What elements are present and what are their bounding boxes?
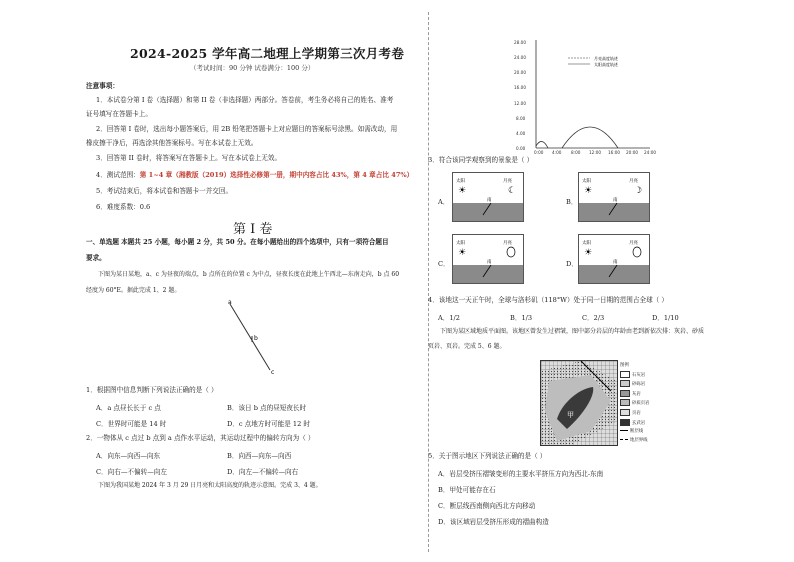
exam-subtitle: （考试时间：90 分钟 试卷满分：100 分） — [190, 64, 315, 72]
legend-sun: 太阳高度轨迹 — [594, 62, 618, 67]
q2-option-d[interactable]: D．向左—不偏转—向右 — [227, 468, 299, 476]
legend-item-grey-rock: 灰岩 — [620, 390, 650, 400]
legend-item-basalt: 玄武岩 — [620, 419, 650, 429]
legend-swatch — [620, 439, 628, 440]
x-tick-16: 16:00 — [608, 150, 621, 154]
q3-label-a: A． — [438, 198, 450, 206]
crescent-moon-icon: ☾ — [508, 186, 517, 196]
legend-swatch — [620, 399, 630, 406]
sun-icon: ☀ — [458, 248, 467, 258]
q5-option-c[interactable]: C．断层线西南侧向西北方向移动 — [438, 502, 536, 510]
ground — [579, 203, 649, 221]
q3-scene-b — [579, 173, 649, 221]
moon-label: 月亮 — [503, 241, 512, 246]
x-tick-0: 0:00 — [534, 150, 544, 154]
moon-label: 月亮 — [503, 179, 512, 184]
ground — [453, 203, 523, 221]
q2-option-b[interactable]: B．向西—向东—向西 — [227, 452, 292, 460]
q3-scene-a — [453, 173, 523, 221]
gibbous-moon-icon — [633, 247, 641, 257]
q3-label-d: D． — [566, 260, 578, 268]
q3-scene-c — [453, 235, 523, 283]
q2-option-c[interactable]: C．向右—不偏转—向左 — [96, 468, 167, 476]
q3-scene-d — [579, 235, 649, 283]
notice-line-7: 5．考试结束后，将本试卷和答题卡一并交回。 — [96, 187, 233, 195]
y-tick-28: 28.00 — [514, 40, 526, 45]
y-tick-0: 0.00 — [516, 146, 526, 151]
moon-label: 月亮 — [629, 179, 638, 184]
notice-line-2: 证号填写在答题卡上。 — [86, 110, 152, 118]
ground — [579, 265, 649, 283]
q1-option-b[interactable]: B．该日 b 点的昼短夜长时 — [227, 404, 307, 412]
sun-altitude-curve — [562, 127, 618, 148]
point-b-label: b — [254, 335, 258, 342]
q3-image-a[interactable] — [452, 172, 524, 222]
intro-q3: 下图为我国某地 2024 年 3 月 29 日月亮和太阳高度的轨迹示意图。完成 3、4 题。 — [98, 482, 322, 489]
figure-1-line — [218, 296, 278, 380]
q5-option-a[interactable]: A．岩层受挤压褶皱变形的主要水平挤压方向为西北-东南 — [438, 470, 604, 478]
legend-item-boundary: 地层界线 — [620, 437, 650, 446]
q4-option-d[interactable]: D．1/10 — [652, 314, 679, 322]
sun-label: 太阳 — [582, 179, 591, 184]
y-tick-20: 20.00 — [514, 70, 526, 75]
altitude-chart — [510, 36, 670, 154]
legend-item-limestone: 石灰岩 — [620, 371, 650, 381]
x-tick-4: 4:00 — [552, 150, 562, 154]
south-label: 南 — [487, 260, 492, 265]
q1-option-a[interactable]: A．a 点昼长长于 c 点 — [96, 404, 161, 412]
geologic-map — [540, 360, 618, 446]
intro-q5-line-1: 下图为某区域地质平面图。该地区曾发生过褶皱，图中部分岩层的年龄由老到新依次排：灰岩、砂质 — [440, 328, 705, 335]
y-tick-8: 8.00 — [516, 116, 526, 121]
intro-q1-line-2: 经度为 60°E。据此完成 1、2 题。 — [86, 287, 181, 294]
moon-label: 月亮 — [629, 241, 638, 246]
y-tick-24: 24.00 — [514, 55, 526, 60]
legend-moon: 月亮高度轨迹 — [594, 56, 618, 61]
legend-swatch — [620, 409, 630, 416]
notice-line-3: 2．回答第 I 卷时，选出每小题答案后，用 2B 铅笔把答题卡上对应题目的答案标号涂黑。如需改动，用 — [96, 125, 398, 133]
geologic-legend — [620, 362, 650, 445]
notice4-prefix: 4．测试范围： — [96, 171, 140, 179]
geologic-map-drawing — [541, 361, 617, 445]
q2-option-a[interactable]: A．向东—向西—向东 — [96, 452, 161, 460]
ground — [453, 265, 523, 283]
notice-line-6 — [96, 171, 413, 180]
notice-line-1: 1．本试卷分第 I 卷（选择题）和第 II 卷（非选择题）两部分。答卷前，考生务必将自己的姓名、准考 — [96, 96, 394, 104]
abc-line — [230, 304, 270, 370]
point-c-label: c — [271, 369, 275, 376]
q3-label-b: B． — [566, 198, 578, 206]
q1-option-d[interactable]: D．c 点地方时可能是 12 时 — [227, 420, 311, 428]
point-a-label: a — [228, 299, 232, 306]
notice-line-8: 6．难度系数：0.6 — [96, 203, 151, 211]
notice-line-5: 3．回答第 II 卷时，将答案写在答题卡上。写在本试卷上无效。 — [96, 154, 282, 162]
location-jia-label: 甲 — [567, 411, 574, 419]
q4-option-b[interactable]: B．1/3 — [510, 314, 533, 322]
part1-text-2: 要求。 — [86, 254, 106, 262]
q4-option-a[interactable]: A．1/2 — [438, 314, 460, 322]
q5-option-d[interactable]: D．该区域岩层受挤压形成的褶曲构造 — [438, 518, 549, 526]
sun-label: 太阳 — [456, 179, 465, 184]
column-divider — [428, 12, 429, 552]
q3-image-b[interactable] — [578, 172, 650, 222]
legend-heading: 图例 — [620, 363, 629, 368]
notice-heading: 注意事项： — [86, 82, 119, 90]
south-label: 南 — [487, 198, 492, 203]
x-tick-12: 12:00 — [589, 150, 602, 154]
notice-line-4: 橡皮擦干净后，再选涂其他答案标号。写在本试卷上无效。 — [86, 139, 258, 147]
moon-altitude-curve — [536, 141, 548, 148]
part1-label: 一、单选题 — [86, 238, 119, 246]
q5-stem: 5．关于图示地区下列说法正确的是（ ） — [428, 452, 547, 460]
q4-stem: 4．该地这一天正午时，全球与洛杉矶（118°W）处于同一日期的范围占全球（ ） — [428, 296, 668, 304]
x-tick-8: 8:00 — [571, 150, 581, 154]
q4-option-c[interactable]: C．2/3 — [582, 314, 605, 322]
x-tick-24: 24:00 — [644, 150, 657, 154]
legend-swatch — [620, 371, 630, 378]
q5-option-b[interactable]: B．甲处可能存在石 — [438, 486, 496, 494]
legend-swatch — [620, 390, 630, 397]
sun-label: 太阳 — [456, 241, 465, 246]
legend-item-fault: 断层线 — [620, 428, 650, 437]
crescent-moon-icon: ☽ — [634, 186, 643, 196]
intro-q1-line-1: 下图为某日某地，a、c 为昼夜的端点，b 点所在的位置 c 为中点，昼夜长度在此地上午西北—东南走向，b 点 60 — [98, 271, 400, 278]
q3-stem: 3．符合该同学观察到的景象是（ ） — [428, 156, 534, 164]
sun-label: 太阳 — [582, 241, 591, 246]
x-tick-20: 20:00 — [626, 150, 639, 154]
south-label: 南 — [613, 198, 618, 203]
q3-label-c: C． — [438, 260, 450, 268]
exam-title: 2024-2025 学年高二地理上学期第三次月考卷 — [130, 46, 405, 61]
legend-item-sandy-shale: 砂质页岩 — [620, 399, 650, 409]
sun-icon: ☀ — [584, 248, 593, 258]
q2-stem: 2．一物体从 c 点过 b 点到 a 点作水平运动，其运动过程中的偏转方向为（ ） — [86, 434, 315, 442]
sun-icon: ☀ — [458, 186, 467, 196]
part1-text: 本题共 25 小题，每小题 2 分，共 50 分。在每小题给出的四个选项中，只有一项符合题目 — [121, 238, 389, 246]
section-title: 第 I 卷 — [233, 222, 273, 237]
south-label: 南 — [613, 260, 618, 265]
q3-image-d[interactable] — [578, 234, 650, 284]
y-tick-16: 16.00 — [514, 85, 526, 90]
y-tick-4: 4.00 — [516, 131, 526, 136]
gibbous-moon-icon — [507, 247, 515, 257]
legend-swatch — [620, 380, 630, 387]
legend-swatch — [620, 430, 628, 431]
legend-item-shale: 页岩 — [620, 409, 650, 419]
sun-icon: ☀ — [584, 186, 593, 196]
q1-option-c[interactable]: C．世界时可能是 14 时 — [96, 420, 167, 428]
legend-swatch — [620, 419, 630, 426]
q1-stem: 1．根据图中信息判断下列说法正确的是（ ） — [86, 386, 218, 394]
part1-heading — [86, 238, 389, 247]
q3-image-c[interactable] — [452, 234, 524, 284]
legend-item-conglomerate: 砂砾岩 — [620, 380, 650, 390]
notice4-scope: 第 1~4 章（湘教版（2019）选择性必修第一册，期中内容占比 43%，第 4 章占比 47%） — [139, 171, 414, 179]
y-tick-12: 12.00 — [514, 101, 526, 106]
intro-q5-line-2: 页岩、页岩。完成 5、6 题。 — [428, 343, 506, 350]
